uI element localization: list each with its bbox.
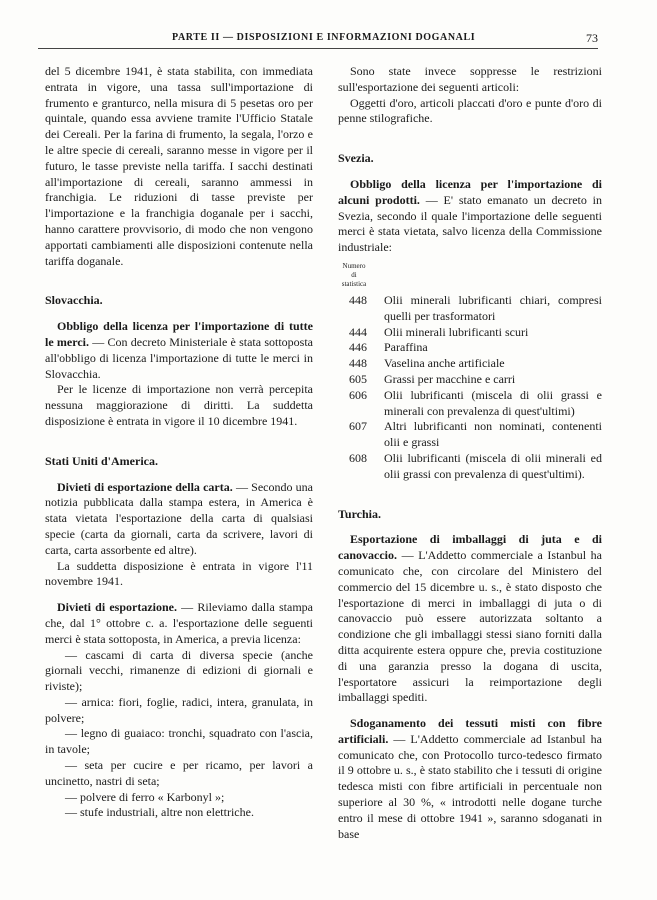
table-row	[338, 388, 602, 420]
table-cell-code: 608	[349, 450, 367, 465]
table-row	[338, 340, 602, 356]
paragraph	[338, 177, 602, 256]
paragraph: Sono state invece soppresse le restrizioni sull'esportazione dei seguenti articoli:	[338, 64, 602, 94]
paragraph	[338, 532, 602, 706]
list-item: — arnica: fiori, foglie, radici, intera, granulata, in polvere;	[45, 694, 313, 725]
section-heading-usa: Stati Uniti d'America.	[45, 453, 158, 468]
table-header-line: di	[351, 270, 357, 279]
section-heading-svezia: Svezia.	[338, 151, 374, 166]
table-cell-code: 448	[349, 356, 367, 371]
section-heading-turchia: Turchia.	[338, 506, 382, 521]
page-header	[38, 30, 598, 49]
statistics-table	[338, 293, 602, 483]
table-cell-desc: Vaselina anche artificiale	[384, 356, 505, 371]
subsection-heading: Divieti di esportazione.	[57, 600, 177, 615]
table-header-line: Numero	[342, 261, 366, 270]
table-cell-desc: Olii minerali lubrificanti scuri	[384, 324, 529, 339]
paragraph-text: — E' stato emanato un decreto in Svezia, secondo il quale l'importazione delle seguenti merci è stata vietata, salvo licenza della Commissione industriale:	[338, 192, 603, 255]
table-row	[338, 419, 602, 451]
list-item: — cascami di carta di diversa specie (anche giornali vecchi, rimanenze di edizioni di giornali e riviste);	[45, 647, 313, 694]
subsection-heading: Obbligo della licenza per l'importazione di tutte le merci.	[45, 319, 313, 349]
paragraph: La suddetta disposizione è entrata in vigore l'11 novembre 1941.	[45, 558, 313, 589]
left-column	[45, 64, 313, 821]
table-header-line: statistica	[341, 279, 367, 288]
list-item: — stufe industriali, altre non elettriche.	[65, 805, 254, 820]
subsection-heading: Sdoganamento dei tessuti misti con fibre artificiali.	[338, 716, 602, 746]
paragraph	[338, 716, 602, 842]
subsection-heading: Esportazione di imballaggi di juta e di canovaccio.	[338, 532, 602, 563]
table-cell-desc: Olii lubrificanti (miscela di olii grassi e minerali con prevalenza di quest'ultimi)	[384, 387, 602, 418]
paragraph-text: — L'Addetto commerciale a Istanbul ha comunicato che, con circolare del Ministero del commercio del 15 dicembre u. s., è stato disposto che l'esportazione di merci in imballaggi di juta o di canovaccio può essere autorizzata soltanto a condizione che gli imballaggi stessi siano forniti dalla ditta acquirente estera oppure che, previa costituzione di una garanzia presso la dogana di uscita, l'esportatore assicuri la reimportazione degli imballaggi spediti.	[338, 548, 602, 705]
table-row	[338, 293, 602, 325]
table-cell-desc: Olii minerali lubrificanti chiari, compresi quelli per trasformatori	[384, 292, 602, 323]
table-cell-desc: Paraffina	[384, 340, 428, 355]
table-cell-code: 605	[349, 371, 367, 386]
table-cell-desc: Olii lubrificanti (miscela di olii minerali ed olii grassi con prevalenza di quest'ultimi).	[384, 450, 602, 481]
paragraph-text: — L'Addetto commerciale ad Istanbul ha comunicato che, con Protocollo turco-tedesco firmato il 9 ottobre u. s., è stato stabilito che i tessuti di origine tedesca misti con fibre artificiali in percentuale non superiore al 30 %, « introdotti nelle dogane turche entro il mese di ottobre 1941 », saranno sdoganati in base	[338, 731, 602, 841]
paragraph-text: — Con decreto Ministeriale è stata sottoposta all'obbligo di licenza l'importazione di tutte le merci in Slovacchia.	[45, 334, 313, 381]
table-row	[338, 372, 602, 388]
subsection-heading: Divieti di esportazione della carta.	[57, 479, 233, 494]
list-item: — legno di guaiaco: tronchi, squadrato con l'ascia, in tavole;	[45, 726, 313, 757]
right-column	[338, 64, 602, 842]
paragraph: Oggetti d'oro, articoli placcati d'oro e punte d'oro di penne stilografiche.	[338, 95, 602, 126]
paragraph-text: — Rileviamo dalla stampa che, dal 1° ottobre c. a. l'esportazione delle seguenti merci è stata sottoposta, in America, a previa licenza:	[45, 600, 313, 646]
table-cell-desc: Altri lubrificanti non nominati, contenenti olii e grassi	[384, 419, 602, 450]
table-row	[338, 356, 602, 372]
paragraph: del 5 dicembre 1941, è stata stabilita, con immediata entrata in vigore, una tassa sull'importazione di frumento e granturco, nella misura di 5 pesetas oro per quintale, quando essa avviene tramite l'Ufficio Statale dei Cereali. Per la farina di frumento, la segala, l'orzo e le altre specie di cereali, saranno messe in vigore per il futuro, le tasse previste nella tariffa. I sacchi destinati all'importazione di cereali, saranno ammessi in franchigia. Le riduzioni di tasse previste per l'importazione e la franchigia doganale per i sacchi, hanno carattere provvisorio, di modo che non vengono apportati cambiamenti alle disposizioni contenute nella tariffa doganale.	[45, 64, 313, 268]
paragraph	[45, 600, 313, 647]
table-cell-code: 448	[349, 292, 367, 307]
paragraph	[45, 480, 313, 559]
paragraph-text: — Secondo una notizia pubblicata dalla stampa estera, in America è stata vietata l'esportazione della carta di qualsiasi specie (carta da giornali, carta da scrivere, lavori di carta, carta assorbente ed altre).	[45, 479, 314, 557]
table-cell-code: 444	[349, 324, 367, 339]
table-cell-code: 607	[349, 419, 367, 434]
table-header	[334, 262, 374, 289]
table-row	[338, 451, 602, 483]
subsection-heading: Obbligo della licenza per l'importazione di alcuni prodotti.	[338, 176, 602, 207]
list-item: — seta per cucire e per ricamo, per lavori a uncinetto, nastri di seta;	[45, 758, 313, 788]
paragraph: Per le licenze di importazione non verrà percepita nessuna maggiorazione di diritti. La suddetta disposizione è entrata in vigore il 10 dicembre 1941.	[45, 382, 313, 428]
list-item: — polvere di ferro « Karbonyl »;	[65, 789, 225, 804]
table-cell-desc: Grassi per macchine e carri	[384, 371, 516, 386]
section-heading-slovacchia: Slovacchia.	[45, 293, 103, 308]
page-number: 73	[586, 31, 598, 45]
paragraph	[45, 319, 313, 382]
running-title: PARTE II — DISPOSIZIONI E INFORMAZIONI DOGANALI	[172, 32, 476, 43]
table-cell-code: 606	[349, 387, 367, 402]
table-cell-code: 446	[349, 340, 367, 355]
table-row	[338, 325, 602, 341]
